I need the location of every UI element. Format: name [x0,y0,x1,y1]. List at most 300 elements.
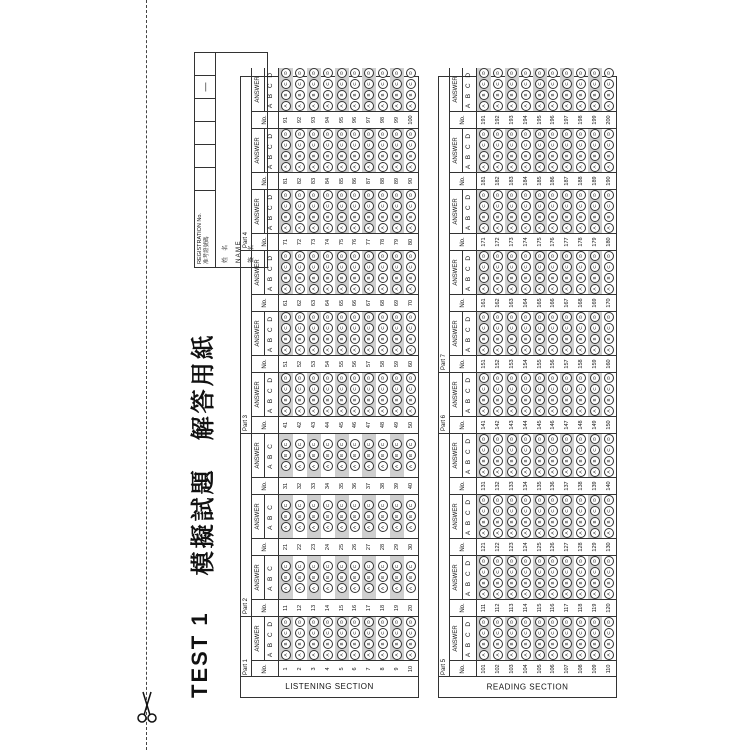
answer-bubble[interactable]: C [323,323,333,333]
answer-bubble[interactable]: B [548,90,558,100]
answer-bubble[interactable]: C [323,501,333,511]
answer-bubble[interactable]: A [295,462,305,472]
answer-bubble[interactable]: A [350,523,360,533]
answer-bubble[interactable]: A [281,650,291,660]
answer-bubble[interactable]: A [309,650,319,660]
answer-bubble[interactable]: C [378,140,388,150]
answer-bubble[interactable]: A [507,162,517,172]
answer-bubble[interactable]: C [604,79,614,89]
answer-bubble[interactable]: B [507,151,517,161]
answer-bubble[interactable]: D [548,312,558,322]
answer-bubble[interactable]: A [479,650,489,660]
answer-bubble[interactable]: A [479,406,489,416]
answer-bubble[interactable]: C [392,140,402,150]
answer-bubble[interactable]: D [521,495,531,505]
answer-bubble[interactable]: D [493,129,503,139]
answer-bubble[interactable]: D [350,190,360,200]
answer-bubble[interactable]: C [350,201,360,211]
answer-bubble[interactable]: D [535,190,545,200]
answer-bubble[interactable]: C [548,201,558,211]
answer-bubble[interactable]: B [378,212,388,222]
answer-bubble[interactable]: C [281,501,291,511]
answer-bubble[interactable]: B [590,395,600,405]
answer-bubble[interactable]: D [535,68,545,78]
answer-bubble[interactable]: B [521,273,531,283]
answer-bubble[interactable]: A [392,101,402,111]
answer-bubble[interactable]: D [337,129,347,139]
answer-bubble[interactable]: C [535,201,545,211]
answer-bubble[interactable]: C [479,262,489,272]
answer-bubble[interactable]: A [323,584,333,594]
answer-bubble[interactable]: A [392,462,402,472]
answer-bubble[interactable]: A [521,650,531,660]
answer-bubble[interactable]: C [364,440,374,450]
answer-bubble[interactable]: B [521,456,531,466]
answer-bubble[interactable]: D [535,556,545,566]
answer-bubble[interactable]: A [378,284,388,294]
answer-bubble[interactable]: A [392,584,402,594]
answer-bubble[interactable]: B [337,90,347,100]
answer-bubble[interactable]: A [281,406,291,416]
answer-bubble[interactable]: D [576,373,586,383]
answer-bubble[interactable]: B [479,273,489,283]
answer-bubble[interactable]: C [309,384,319,394]
answer-bubble[interactable]: D [392,312,402,322]
answer-bubble[interactable]: C [535,140,545,150]
answer-bubble[interactable]: A [507,223,517,233]
answer-bubble[interactable]: C [576,79,586,89]
answer-bubble[interactable]: B [295,90,305,100]
answer-bubble[interactable]: D [364,312,374,322]
answer-bubble[interactable]: A [548,223,558,233]
answer-bubble[interactable]: B [295,573,305,583]
answer-bubble[interactable]: B [493,578,503,588]
answer-bubble[interactable]: C [479,384,489,394]
answer-bubble[interactable]: A [479,345,489,355]
answer-bubble[interactable]: A [535,467,545,477]
answer-bubble[interactable]: C [521,506,531,516]
answer-bubble[interactable]: D [479,556,489,566]
answer-bubble[interactable]: C [337,140,347,150]
answer-bubble[interactable]: D [548,129,558,139]
answer-bubble[interactable]: A [392,223,402,233]
answer-bubble[interactable]: B [576,273,586,283]
answer-bubble[interactable]: B [493,395,503,405]
answer-bubble[interactable]: C [350,323,360,333]
answer-bubble[interactable]: D [378,373,388,383]
answer-bubble[interactable]: D [378,68,388,78]
answer-bubble[interactable]: B [309,573,319,583]
answer-bubble[interactable]: C [548,445,558,455]
answer-bubble[interactable]: D [604,434,614,444]
answer-bubble[interactable]: C [337,440,347,450]
answer-bubble[interactable]: A [535,162,545,172]
answer-bubble[interactable]: B [309,512,319,522]
answer-bubble[interactable]: A [590,650,600,660]
answer-bubble[interactable]: C [590,140,600,150]
answer-bubble[interactable]: B [548,273,558,283]
answer-bubble[interactable]: A [493,589,503,599]
answer-bubble[interactable]: D [576,434,586,444]
answer-bubble[interactable]: C [479,567,489,577]
answer-bubble[interactable]: A [562,650,572,660]
answer-bubble[interactable]: B [548,334,558,344]
answer-bubble[interactable]: A [323,523,333,533]
answer-bubble[interactable]: A [337,462,347,472]
answer-bubble[interactable]: A [364,523,374,533]
answer-bubble[interactable]: D [281,190,291,200]
answer-bubble[interactable]: C [350,262,360,272]
answer-bubble[interactable]: C [493,323,503,333]
answer-bubble[interactable]: D [493,617,503,627]
answer-bubble[interactable]: B [281,639,291,649]
answer-bubble[interactable]: A [364,223,374,233]
answer-bubble[interactable]: D [535,312,545,322]
answer-bubble[interactable]: A [576,406,586,416]
registration-digit-cell[interactable] [195,53,215,75]
answer-bubble[interactable]: B [378,639,388,649]
answer-bubble[interactable]: C [576,384,586,394]
answer-bubble[interactable]: C [392,201,402,211]
answer-bubble[interactable]: A [535,650,545,660]
answer-bubble[interactable]: D [562,68,572,78]
answer-bubble[interactable]: C [576,567,586,577]
answer-bubble[interactable]: A [337,162,347,172]
answer-bubble[interactable]: B [521,395,531,405]
answer-bubble[interactable]: C [295,79,305,89]
answer-bubble[interactable]: A [350,462,360,472]
answer-bubble[interactable]: B [507,395,517,405]
answer-bubble[interactable]: D [323,129,333,139]
answer-bubble[interactable]: C [281,628,291,638]
answer-bubble[interactable]: A [295,101,305,111]
answer-bubble[interactable]: D [350,68,360,78]
answer-bubble[interactable]: A [562,467,572,477]
answer-bubble[interactable]: B [281,573,291,583]
answer-bubble[interactable]: C [604,445,614,455]
answer-bubble[interactable]: A [479,467,489,477]
answer-bubble[interactable]: D [576,251,586,261]
answer-bubble[interactable]: C [350,384,360,394]
answer-bubble[interactable]: C [590,384,600,394]
answer-bubble[interactable]: C [281,440,291,450]
answer-bubble[interactable]: B [604,90,614,100]
answer-bubble[interactable]: B [590,212,600,222]
answer-bubble[interactable]: D [295,190,305,200]
answer-bubble[interactable]: D [350,129,360,139]
answer-bubble[interactable]: D [493,312,503,322]
answer-bubble[interactable]: A [604,284,614,294]
answer-bubble[interactable]: D [309,129,319,139]
answer-bubble[interactable]: D [604,373,614,383]
answer-bubble[interactable]: C [392,262,402,272]
answer-bubble[interactable]: B [309,212,319,222]
answer-bubble[interactable]: C [309,501,319,511]
answer-bubble[interactable]: B [406,151,416,161]
answer-bubble[interactable]: B [378,273,388,283]
answer-bubble[interactable]: D [507,251,517,261]
answer-bubble[interactable]: B [604,639,614,649]
answer-bubble[interactable]: A [309,523,319,533]
answer-bubble[interactable]: C [479,445,489,455]
answer-bubble[interactable]: D [576,495,586,505]
answer-bubble[interactable]: B [479,151,489,161]
answer-bubble[interactable]: D [562,251,572,261]
answer-bubble[interactable]: A [521,406,531,416]
answer-bubble[interactable]: C [364,140,374,150]
answer-bubble[interactable]: A [535,589,545,599]
answer-bubble[interactable]: D [548,190,558,200]
answer-bubble[interactable]: A [323,284,333,294]
answer-bubble[interactable]: A [295,650,305,660]
answer-bubble[interactable]: C [604,323,614,333]
answer-bubble[interactable]: D [548,495,558,505]
answer-bubble[interactable]: C [535,567,545,577]
answer-bubble[interactable]: B [562,395,572,405]
answer-bubble[interactable]: C [406,501,416,511]
answer-bubble[interactable]: B [392,151,402,161]
answer-bubble[interactable]: C [309,628,319,638]
answer-bubble[interactable]: B [590,517,600,527]
answer-bubble[interactable]: D [521,373,531,383]
answer-bubble[interactable]: B [479,578,489,588]
answer-bubble[interactable]: C [548,567,558,577]
answer-bubble[interactable]: D [364,68,374,78]
answer-bubble[interactable]: A [364,462,374,472]
answer-bubble[interactable]: D [378,129,388,139]
answer-bubble[interactable]: C [493,140,503,150]
answer-bubble[interactable]: D [590,190,600,200]
answer-bubble[interactable]: B [309,151,319,161]
answer-bubble[interactable]: A [604,345,614,355]
answer-bubble[interactable]: D [406,617,416,627]
answer-bubble[interactable]: D [378,312,388,322]
answer-bubble[interactable]: B [507,517,517,527]
answer-bubble[interactable]: D [507,617,517,627]
answer-bubble[interactable]: A [521,345,531,355]
answer-bubble[interactable]: B [295,639,305,649]
answer-bubble[interactable]: B [576,212,586,222]
answer-bubble[interactable]: A [323,406,333,416]
answer-bubble[interactable]: D [392,373,402,383]
answer-bubble[interactable]: A [576,162,586,172]
answer-bubble[interactable]: C [378,201,388,211]
answer-bubble[interactable]: C [576,506,586,516]
answer-bubble[interactable]: B [295,395,305,405]
answer-bubble[interactable]: A [406,284,416,294]
answer-bubble[interactable]: B [535,212,545,222]
answer-bubble[interactable]: B [562,517,572,527]
answer-bubble[interactable]: C [548,79,558,89]
answer-bubble[interactable]: B [350,212,360,222]
answer-bubble[interactable]: C [576,628,586,638]
answer-bubble[interactable]: A [309,406,319,416]
answer-bubble[interactable]: D [548,373,558,383]
answer-bubble[interactable]: D [521,617,531,627]
answer-bubble[interactable]: A [521,589,531,599]
answer-bubble[interactable]: B [323,395,333,405]
answer-bubble[interactable]: B [337,212,347,222]
answer-bubble[interactable]: B [364,90,374,100]
answer-bubble[interactable]: A [479,528,489,538]
answer-bubble[interactable]: B [364,212,374,222]
answer-bubble[interactable]: B [378,90,388,100]
answer-bubble[interactable]: C [590,262,600,272]
answer-bubble[interactable]: B [590,456,600,466]
answer-bubble[interactable]: A [548,406,558,416]
answer-bubble[interactable]: A [479,223,489,233]
answer-bubble[interactable]: A [323,462,333,472]
answer-bubble[interactable]: A [507,650,517,660]
answer-bubble[interactable]: C [350,501,360,511]
answer-bubble[interactable]: A [295,162,305,172]
answer-bubble[interactable]: C [479,506,489,516]
answer-bubble[interactable]: D [507,312,517,322]
answer-bubble[interactable]: B [521,517,531,527]
answer-bubble[interactable]: C [364,201,374,211]
answer-bubble[interactable]: B [364,151,374,161]
answer-bubble[interactable]: A [281,223,291,233]
answer-bubble[interactable]: D [406,190,416,200]
answer-bubble[interactable]: B [323,573,333,583]
answer-bubble[interactable]: C [493,79,503,89]
answer-bubble[interactable]: D [479,617,489,627]
answer-bubble[interactable]: A [364,650,374,660]
answer-bubble[interactable]: C [507,201,517,211]
registration-digit-cell[interactable] [195,167,215,190]
answer-bubble[interactable]: C [309,440,319,450]
answer-bubble[interactable]: C [350,140,360,150]
answer-bubble[interactable]: B [337,395,347,405]
answer-bubble[interactable]: C [406,201,416,211]
answer-bubble[interactable]: D [479,434,489,444]
answer-bubble[interactable]: C [590,567,600,577]
answer-bubble[interactable]: C [295,562,305,572]
answer-bubble[interactable]: D [479,373,489,383]
answer-bubble[interactable]: C [295,384,305,394]
answer-bubble[interactable]: D [535,129,545,139]
answer-bubble[interactable]: D [576,129,586,139]
answer-bubble[interactable]: B [535,151,545,161]
answer-bubble[interactable]: A [562,101,572,111]
answer-bubble[interactable]: D [493,190,503,200]
registration-digit-cell[interactable] [195,98,215,121]
answer-bubble[interactable]: C [548,262,558,272]
answer-bubble[interactable]: C [392,501,402,511]
answer-bubble[interactable]: C [323,79,333,89]
answer-bubble[interactable]: B [337,451,347,461]
answer-bubble[interactable]: D [323,68,333,78]
answer-bubble[interactable]: B [535,273,545,283]
answer-bubble[interactable]: D [323,251,333,261]
answer-bubble[interactable]: C [295,262,305,272]
answer-bubble[interactable]: B [378,395,388,405]
answer-bubble[interactable]: C [281,562,291,572]
answer-bubble[interactable]: D [479,129,489,139]
answer-bubble[interactable]: D [576,68,586,78]
answer-bubble[interactable]: C [548,628,558,638]
answer-bubble[interactable]: C [337,628,347,638]
answer-bubble[interactable]: D [562,495,572,505]
answer-bubble[interactable]: C [562,628,572,638]
answer-bubble[interactable]: C [562,384,572,394]
answer-bubble[interactable]: C [604,628,614,638]
answer-bubble[interactable]: A [507,467,517,477]
answer-bubble[interactable]: D [309,190,319,200]
answer-bubble[interactable]: C [281,140,291,150]
answer-bubble[interactable]: A [590,467,600,477]
answer-bubble[interactable]: A [535,223,545,233]
answer-bubble[interactable]: A [309,462,319,472]
answer-bubble[interactable]: A [309,223,319,233]
answer-bubble[interactable]: D [295,251,305,261]
answer-bubble[interactable]: B [309,639,319,649]
answer-bubble[interactable]: C [493,628,503,638]
answer-bubble[interactable]: B [378,451,388,461]
answer-bubble[interactable]: C [507,384,517,394]
answer-bubble[interactable]: D [590,129,600,139]
answer-bubble[interactable]: C [323,140,333,150]
answer-bubble[interactable]: D [364,373,374,383]
answer-bubble[interactable]: A [364,345,374,355]
answer-bubble[interactable]: C [295,140,305,150]
answer-bubble[interactable]: B [479,334,489,344]
answer-bubble[interactable]: B [337,334,347,344]
answer-bubble[interactable]: B [493,273,503,283]
answer-bubble[interactable]: C [507,323,517,333]
answer-bubble[interactable]: B [493,212,503,222]
answer-bubble[interactable]: B [323,90,333,100]
answer-bubble[interactable]: D [364,129,374,139]
answer-bubble[interactable]: B [535,639,545,649]
answer-bubble[interactable]: C [406,628,416,638]
answer-bubble[interactable]: B [507,639,517,649]
answer-bubble[interactable]: C [590,506,600,516]
answer-bubble[interactable]: B [590,273,600,283]
answer-bubble[interactable]: D [323,312,333,322]
answer-bubble[interactable]: D [604,129,614,139]
answer-bubble[interactable]: C [521,384,531,394]
answer-bubble[interactable]: C [281,79,291,89]
answer-bubble[interactable]: B [479,456,489,466]
answer-bubble[interactable]: A [535,101,545,111]
answer-bubble[interactable]: B [507,273,517,283]
answer-bubble[interactable]: B [562,90,572,100]
answer-bubble[interactable]: C [406,262,416,272]
answer-bubble[interactable]: D [479,68,489,78]
answer-bubble[interactable]: D [548,434,558,444]
answer-bubble[interactable]: D [364,251,374,261]
answer-bubble[interactable]: A [281,584,291,594]
answer-bubble[interactable]: C [521,567,531,577]
answer-bubble[interactable]: B [576,456,586,466]
answer-bubble[interactable]: D [323,617,333,627]
answer-bubble[interactable]: B [364,334,374,344]
answer-bubble[interactable]: A [493,406,503,416]
answer-bubble[interactable]: B [406,395,416,405]
answer-bubble[interactable]: A [590,406,600,416]
registration-digit-cell[interactable]: — [195,75,215,98]
answer-bubble[interactable]: C [507,628,517,638]
answer-bubble[interactable]: D [493,373,503,383]
answer-bubble[interactable]: B [323,639,333,649]
answer-bubble[interactable]: B [350,451,360,461]
answer-bubble[interactable]: A [604,101,614,111]
answer-bubble[interactable]: D [590,312,600,322]
answer-bubble[interactable]: C [590,79,600,89]
answer-bubble[interactable]: A [548,284,558,294]
answer-bubble[interactable]: C [295,501,305,511]
